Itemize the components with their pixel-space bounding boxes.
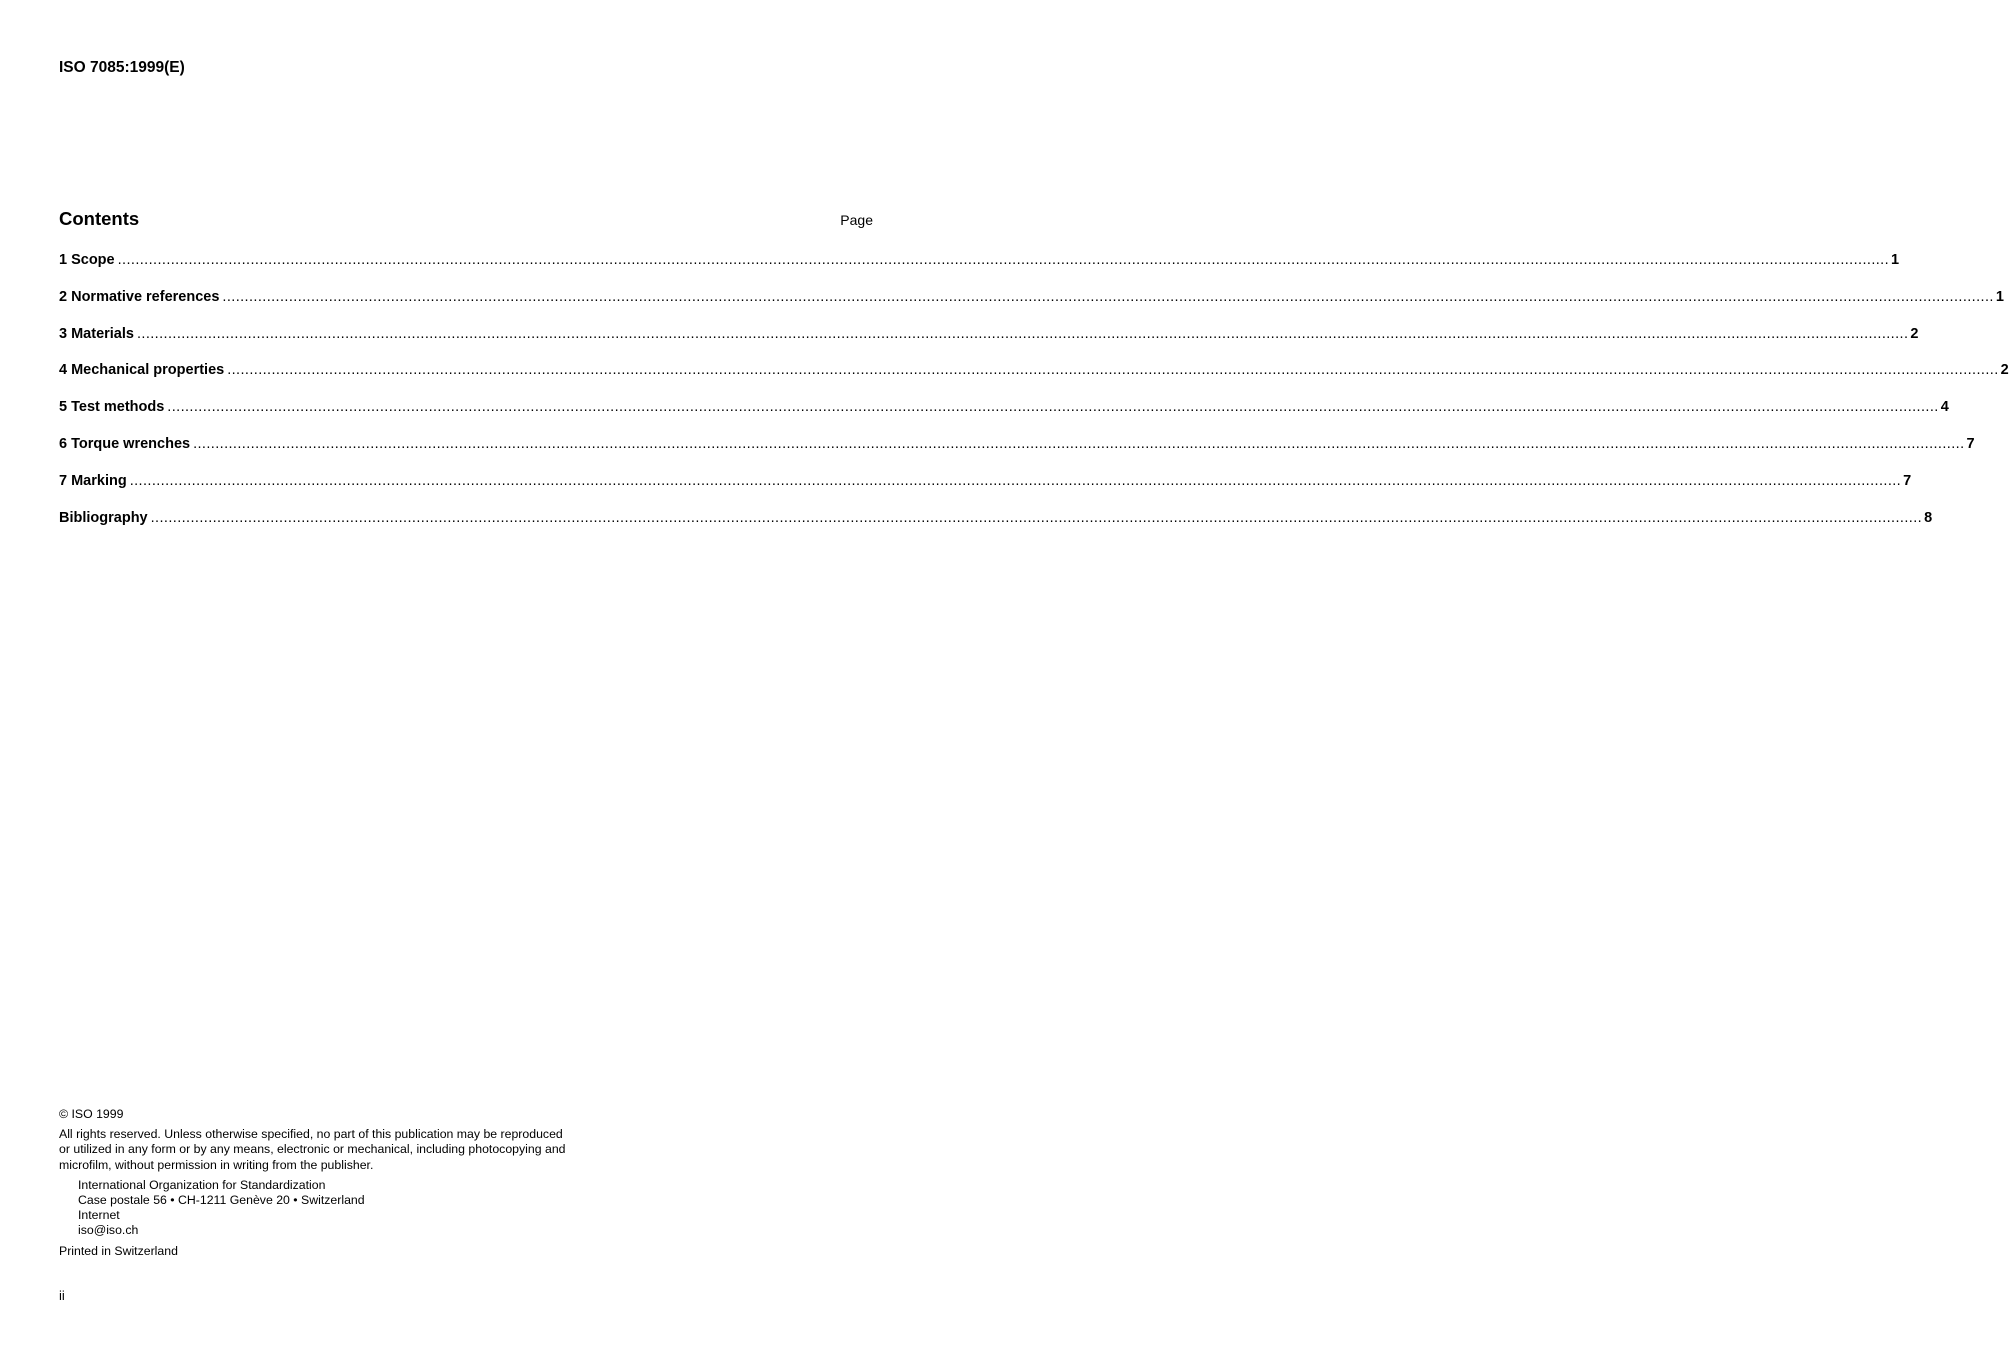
internet-label: Internet: [78, 1208, 120, 1223]
toc-entry-torque-wrenches[interactable]: [59, 435, 1975, 472]
document-id: ISO 7085:1999(E): [59, 59, 185, 76]
toc-entry-normative-references[interactable]: [59, 288, 2004, 325]
toc-entry-title: 4 Mechanical properties: [59, 362, 225, 379]
toc-entry-test-methods[interactable]: [59, 398, 1949, 435]
copyright-block: [59, 1107, 619, 1259]
printed-in: Printed in Switzerland: [59, 1243, 178, 1258]
toc-dot-leader: ................................................................................................................................................................................................................................................................................................................................................................................................................: [227, 362, 1999, 379]
toc-dot-leader: ................................................................................................................................................................................................................................................................................................................................................................................................................: [117, 252, 1890, 268]
internet-contact: [78, 1208, 619, 1238]
toc-entry-title: Bibliography: [59, 509, 148, 526]
toc-entry-title: 2 Normative references: [59, 288, 220, 305]
toc-entry-marking[interactable]: [59, 472, 1912, 509]
copyright-line: © ISO 1999: [59, 1107, 124, 1121]
organization-name: International Organization for Standardization: [78, 1177, 326, 1192]
rights-line: microfilm, without permission in writing from the publisher.: [59, 1157, 374, 1172]
publisher-address: [59, 1178, 619, 1239]
toc-entry-title: 7 Marking: [59, 472, 127, 489]
toc-entry-page: 7: [1966, 435, 1975, 452]
rights-statement: [59, 1127, 619, 1173]
toc-dot-leader: ................................................................................................................................................................................................................................................................................................................................................................................................................: [129, 472, 1902, 489]
toc-dot-leader: ................................................................................................................................................................................................................................................................................................................................................................................................................: [167, 399, 1939, 416]
internet-email-link[interactable]: iso@iso.ch: [78, 1223, 139, 1238]
toc-entry-page: 8: [1924, 509, 1933, 526]
toc-entry-page: 1: [1995, 288, 2004, 305]
toc-dot-leader: ................................................................................................................................................................................................................................................................................................................................................................................................................: [193, 435, 1965, 452]
contents-heading: Contents: [59, 208, 140, 229]
toc-entry-title: 6 Torque wrenches: [59, 435, 191, 452]
toc-entry-title: 3 Materials: [59, 325, 134, 342]
rights-line: All rights reserved. Unless otherwise specified, no part of this publication may be reproduced: [59, 1127, 563, 1142]
toc-entry-title: 5 Test methods: [59, 399, 165, 416]
page-column-heading: Page: [840, 212, 873, 228]
toc-entry-page: 2: [2000, 362, 2009, 379]
toc-dot-leader: ................................................................................................................................................................................................................................................................................................................................................................................................................: [150, 509, 1923, 526]
toc-entry-page: 1: [1891, 252, 1900, 268]
toc-dot-leader: ................................................................................................................................................................................................................................................................................................................................................................................................................: [222, 288, 1994, 305]
toc-entry-page: 2: [1910, 325, 1919, 342]
toc-entry-page: 7: [1903, 472, 1912, 489]
toc-entry-bibliography[interactable]: [59, 509, 1933, 546]
toc-entry-mechanical-properties[interactable]: [59, 361, 2009, 398]
toc-entry-scope[interactable]: [59, 251, 1900, 288]
table-of-contents: [59, 251, 2009, 545]
postal-address: Case postale 56 • CH-1211 Genève 20 • Switzerland: [78, 1193, 365, 1208]
toc-entry-page: 4: [1940, 399, 1949, 416]
toc-entry-title: 1 Scope: [59, 252, 115, 268]
rights-line: or utilized in any form or by any means, electronic or mechanical, including photocopying and: [59, 1142, 566, 1157]
toc-dot-leader: ................................................................................................................................................................................................................................................................................................................................................................................................................: [136, 325, 1909, 342]
page-number: ii: [59, 1288, 65, 1303]
toc-entry-materials[interactable]: [59, 325, 1919, 362]
